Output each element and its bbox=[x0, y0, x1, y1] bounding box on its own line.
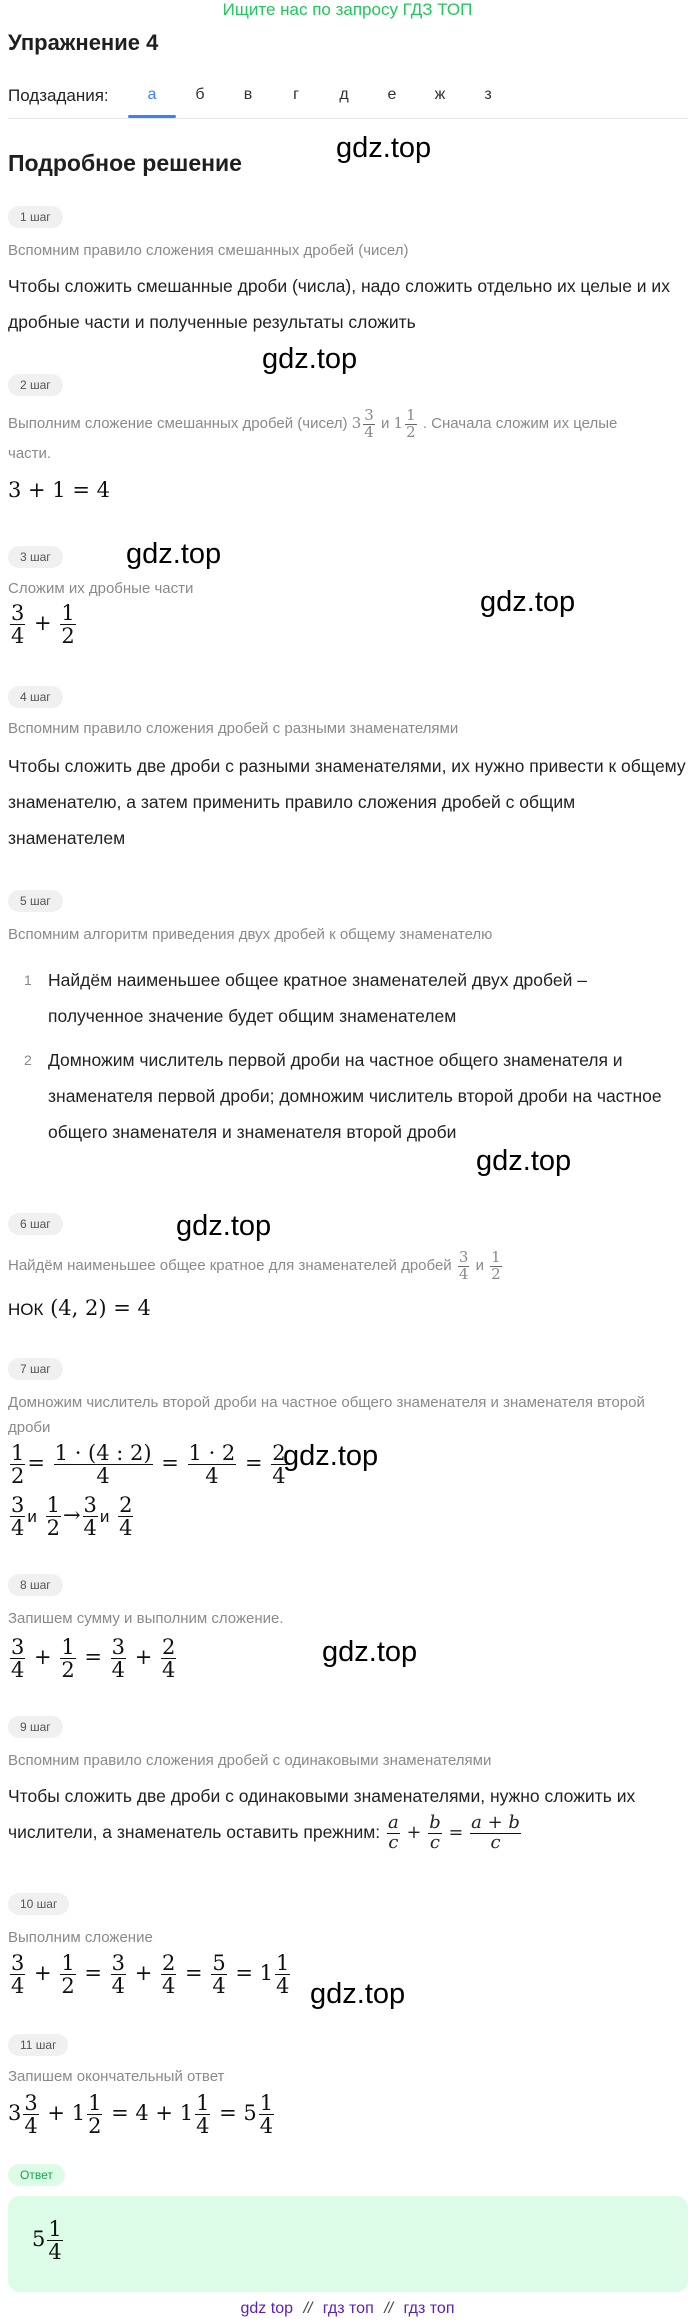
subtasks-bar bbox=[8, 82, 688, 119]
footer-link[interactable]: гдз топ bbox=[403, 2300, 455, 2317]
watermark: gdz.top bbox=[283, 1440, 379, 1472]
step-badge: 6 шаг bbox=[8, 1213, 63, 1235]
watermark: gdz.top bbox=[476, 1145, 572, 1177]
footer-link[interactable]: гдз топ bbox=[322, 2300, 374, 2317]
step-hint: Запишем сумму и выполним сложение. bbox=[8, 1610, 284, 1627]
hint-part: . Сначала сложим их целые bbox=[422, 415, 618, 433]
solution-title: Подробное решение bbox=[8, 150, 242, 176]
list-item-text: Найдём наименьшее общее кратное знаменателей двух дробей – полученное значение будет общим знаменателем bbox=[48, 970, 587, 1026]
hint-part: части. bbox=[8, 444, 52, 462]
step-text: Чтобы сложить две дроби с разными знаменателями, их нужно привести к общему знаменателю, а затем применить правило сложения дробей с общим знаменателем bbox=[8, 756, 686, 848]
math-expression: $\frac{3}{4}$ + $\frac{1}{2}$ = $\frac{3}{4}$ + $\frac{2}{4}$ = $\frac{5}{4}$ = 1 $\frac{1}{4}$ bbox=[11, 1951, 290, 1999]
math-expression: 3 $\frac{3}{4}$ + 1 $\frac{1}{2}$ = 4 + 1 $\frac{1}{4}$ = 5 $\frac{1}{4}$ bbox=[8, 2091, 274, 2139]
step-badge: 9 шаг bbox=[8, 1716, 63, 1738]
math-expression: 3 + 1 = 4 bbox=[8, 478, 110, 502]
subtask-tab-e[interactable]: е bbox=[387, 86, 397, 103]
watermark: gdz.top bbox=[322, 1636, 418, 1668]
step-badge: 3 шаг bbox=[8, 546, 63, 568]
watermark: gdz.top bbox=[310, 1978, 406, 2010]
nok-expression: (4, 2) = 4 bbox=[50, 1296, 151, 1320]
watermark: gdz.top bbox=[176, 1210, 272, 1242]
step-hint: Выполним сложение bbox=[8, 1929, 153, 1946]
step-badge: 1 шаг bbox=[8, 206, 63, 228]
answer-value: 5 $\frac{1}{4}$ bbox=[32, 2217, 62, 2265]
step-hint bbox=[8, 1250, 688, 1283]
subtask-tab-v[interactable]: в bbox=[243, 86, 253, 103]
active-tab-indicator bbox=[128, 115, 176, 118]
subtask-tab-zh[interactable]: ж bbox=[434, 86, 446, 103]
step-badge: 7 шаг bbox=[8, 1358, 63, 1380]
step-hint: Выполним сложение смешанных дробей (чисел) 3 $\frac{3}{4}$ и 1 $\frac{1}{2}$ . Сначала сложим их целые части. bbox=[8, 406, 618, 462]
subtask-tab-d[interactable]: д bbox=[339, 86, 349, 103]
step-hint: Сложим их дробные части bbox=[8, 580, 194, 597]
answer-box bbox=[8, 2196, 688, 2292]
math-expression: $\frac{3}{4}$ и $\frac{1}{2}$ → $\frac{3}{4}$ и $\frac{2}{4}$ bbox=[11, 1493, 133, 1541]
math-expression: $\frac{3}{4}$ + $\frac{1}{2}$ bbox=[11, 601, 75, 649]
step-hint: Домножим числитель второй дроби на частное общего знаменателя и знаменателя второй дроби bbox=[8, 1394, 645, 1436]
footer-links bbox=[0, 2300, 695, 2318]
step-hint: Вспомним правило сложения дробей с разными знаменателями bbox=[8, 720, 459, 737]
subtask-tab-g[interactable]: г bbox=[293, 86, 299, 103]
list-item-text: Домножим числитель первой дроби на частное общего знаменателя и знаменателя первой дроби; домножим числитель второй дроби на частное общего знаменателя и знаменателя второй дроби bbox=[48, 1050, 662, 1142]
step-text: Чтобы сложить две дроби с одинаковыми знаменателями, нужно сложить их числители, а знаменатель оставить прежним: $\frac{a}{c}$ + $\frac{b}{c}$ = $\frac{a + b}{c}$ bbox=[8, 1786, 636, 1853]
subtask-tab-a[interactable]: а bbox=[147, 86, 157, 103]
step-hint: Вспомним правило сложения смешанных дробей (чисел) bbox=[8, 242, 409, 259]
answer-badge: Ответ bbox=[8, 2164, 65, 2186]
fraction: $\frac{3}{4}$ bbox=[364, 406, 374, 441]
math-expression bbox=[8, 1296, 151, 1320]
subtask-tab-z[interactable]: з bbox=[484, 86, 492, 103]
nok-label: НОК bbox=[8, 1300, 44, 1319]
search-banner: Ищите нас по запросу ГДЗ ТОП bbox=[222, 0, 473, 19]
step-text: Чтобы сложить смешанные дроби (числа), надо сложить отдельно их целые и их дробные части и полученные результаты сложить bbox=[8, 276, 670, 332]
step-badge: 8 шаг bbox=[8, 1574, 63, 1596]
hint-part: и bbox=[475, 1257, 484, 1275]
list-item-number: 1 bbox=[24, 972, 32, 988]
step-hint: Вспомним алгоритм приведения двух дробей к общему знаменателю bbox=[8, 926, 493, 943]
subtask-tab-b[interactable]: б bbox=[195, 86, 205, 103]
list-item-number: 2 bbox=[24, 1052, 32, 1068]
step-badge: 11 шаг bbox=[8, 2034, 68, 2056]
watermark: gdz.top bbox=[480, 586, 576, 618]
hint-part: и bbox=[380, 415, 390, 433]
rule-text: Чтобы сложить две дроби с одинаковыми знаменателями, нужно сложить их числители, а знаменатель оставить прежним: bbox=[8, 1786, 636, 1843]
step-badge: 2 шаг bbox=[8, 374, 63, 396]
hint-part: Найдём наименьшее общее кратное для знаменателей дробей bbox=[8, 1257, 452, 1275]
page-title: Упражнение 4 bbox=[8, 30, 159, 55]
math-expression: $\frac{1}{2}$ = $\frac{1 \cdot (4 : 2)}{4}$ = $\frac{1 \cdot 2}{4}$ = $\frac{2}{4}$ bbox=[11, 1441, 286, 1489]
step-badge: 4 шаг bbox=[8, 686, 63, 708]
step-hint: Запишем окончательный ответ bbox=[8, 2068, 225, 2085]
step-badge: 10 шаг bbox=[8, 1893, 69, 1915]
math-expression: $\frac{3}{4}$ + $\frac{1}{2}$ = $\frac{3}{4}$ + $\frac{2}{4}$ bbox=[11, 1635, 176, 1683]
fraction: $\frac{3}{4}$ bbox=[458, 1248, 469, 1283]
step-hint: Вспомним правило сложения дробей с одинаковыми знаменателями bbox=[8, 1752, 492, 1769]
watermark: gdz.top bbox=[126, 538, 222, 570]
fraction: $\frac{1}{2}$ bbox=[406, 406, 416, 441]
footer-separator: // bbox=[303, 2300, 313, 2317]
watermark: gdz.top bbox=[336, 132, 432, 164]
subtasks-label: Подзадания: bbox=[8, 86, 109, 105]
footer-separator: // bbox=[384, 2300, 394, 2317]
fraction: $\frac{1}{2}$ bbox=[491, 1248, 501, 1283]
watermark: gdz.top bbox=[262, 343, 358, 375]
footer-link[interactable]: gdz top bbox=[240, 2300, 293, 2317]
hint-part: Выполним сложение смешанных дробей (чисел) bbox=[8, 415, 348, 433]
step-badge: 5 шаг bbox=[8, 890, 63, 912]
